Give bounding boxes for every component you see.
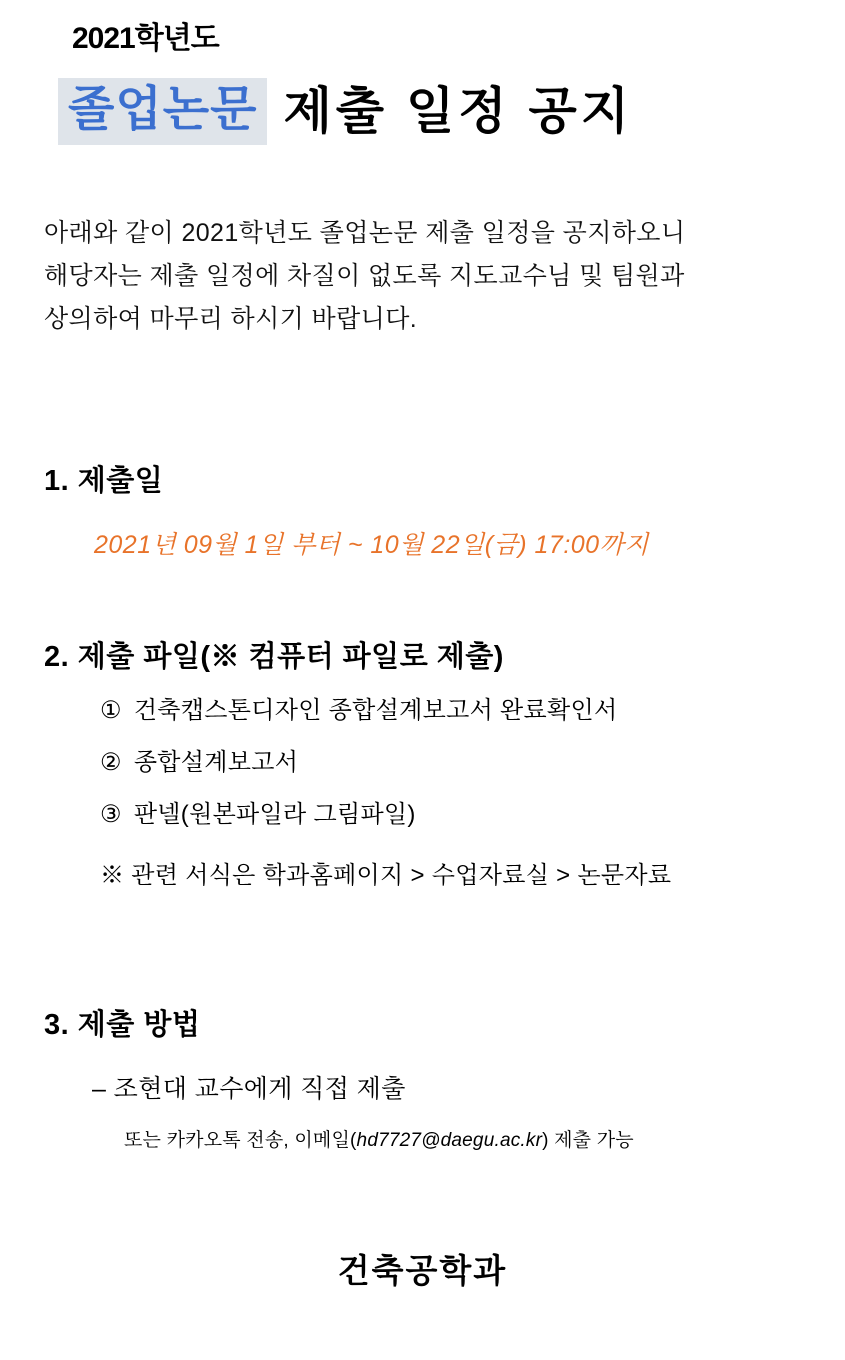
section-1-heading: 1. 제출일 <box>44 465 164 497</box>
contact-email: hd7727@daegu.ac.kr <box>356 1129 543 1151</box>
list-marker: ② <box>100 748 122 776</box>
section-submission-date <box>44 464 824 561</box>
submission-date-text: 2021년 09월 1일 부터 ~ 10월 22일(금) 17:00까지 <box>94 530 649 559</box>
method-alternate-suffix: ) 제출 가능 <box>542 1129 634 1151</box>
title-rest: 제출 일정 공지 <box>283 82 634 139</box>
list-item-label: 건축캡스톤디자인 종합설계보고서 완료확인서 <box>133 696 618 724</box>
title-highlight: 졸업논문 <box>58 78 267 145</box>
list-marker: ③ <box>100 800 122 828</box>
method-alternate <box>124 1125 824 1152</box>
form-location-note: ※ 관련 서식은 학과홈페이지 > 수업자료실 > 논문자료 <box>100 861 672 889</box>
intro-line-1: 아래와 같이 2021학년도 졸업논문 제출 일정을 공지하오니 <box>44 219 686 247</box>
page-title <box>58 78 633 145</box>
department-footer: 건축공학과 <box>337 1252 508 1289</box>
list-item-label: 종합설계보고서 <box>133 748 299 776</box>
intro-line-3: 상의하여 마무리 하시기 바랍니다. <box>44 305 418 333</box>
list-marker: ① <box>100 696 122 724</box>
method-primary: – 조현대 교수에게 직접 제출 <box>92 1074 406 1103</box>
section-submission-files <box>44 640 824 890</box>
section-2-heading: 2. 제출 파일(※ 컴퓨터 파일로 제출) <box>44 641 504 673</box>
method-alternate-prefix: 또는 카카오톡 전송, 이메일( <box>124 1129 357 1151</box>
list-item <box>100 748 824 776</box>
academic-year-label: 2021학년도 <box>72 22 219 55</box>
list-item <box>100 800 824 828</box>
list-item <box>100 696 824 724</box>
intro-paragraph <box>44 212 806 341</box>
file-list <box>100 696 824 890</box>
section-submission-method <box>44 1008 824 1152</box>
section-3-heading: 3. 제출 방법 <box>44 1009 201 1041</box>
list-item-label: 판넬(원본파일라 그림파일) <box>133 800 416 828</box>
intro-line-2: 해당자는 제출 일정에 차질이 없도록 지도교수님 및 팀원과 <box>44 262 685 290</box>
